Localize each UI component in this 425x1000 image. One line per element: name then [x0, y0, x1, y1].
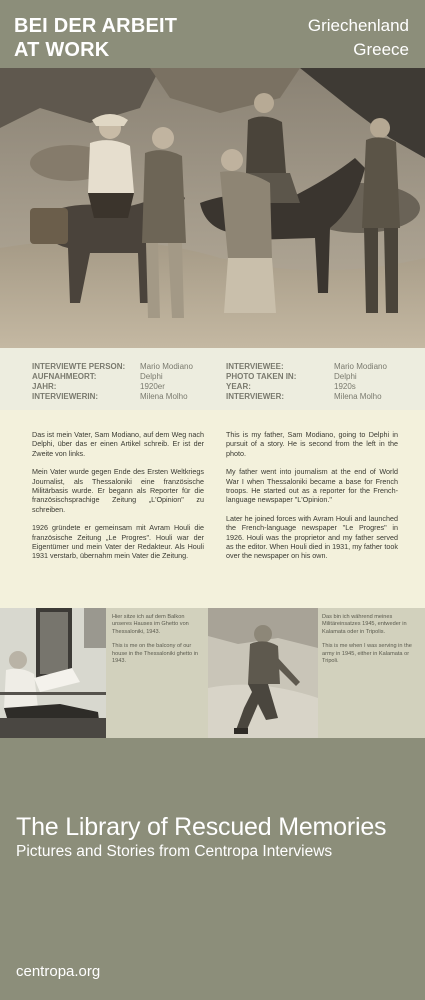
photo-strip [0, 608, 425, 738]
meta-row [32, 382, 212, 392]
meta-key: YEAR: [226, 382, 251, 391]
meta-row [226, 382, 406, 392]
footer-band [0, 738, 425, 1000]
country-english: Greece [353, 40, 409, 59]
story-german [32, 430, 204, 570]
story-paragraph: Mein Vater wurde gegen Ende des Ersten Weltkriegs Journalist, als Thessaloniki eine französische Militärbasis wurde. Er begann als Reporter für die französischsprachige Zeitung „L'Opinion" zu schreiben. [32, 467, 204, 514]
meta-row [226, 372, 406, 382]
meta-key: JAHR: [32, 382, 57, 391]
meta-german [32, 362, 212, 402]
story-paragraph: Das ist mein Vater, Sam Modiano, auf dem Weg nach Delphi, über das er einen Artikel schreib. Er ist der Zweite von links. [32, 430, 204, 458]
story-paragraph: My father went into journalism at the end of World War I when Thessaloniki became a base for French troops. He started out as a reporter for the French-language newspaper "L'Opinion." [226, 467, 398, 505]
balcony-photo-image [0, 608, 106, 738]
caption-german: Das bin ich während meines Militäreinsatzes 1945, entweder in Kalamata oder in Tripolis. [322, 614, 407, 635]
meta-key: AUFNAHMEORT: [32, 372, 97, 381]
meta-value: Milena Molho [334, 392, 382, 401]
story-section [0, 410, 425, 608]
meta-english [226, 362, 406, 402]
balcony-caption [112, 614, 204, 672]
meta-value: Delphi [334, 372, 357, 381]
story-english [226, 430, 398, 570]
army-photo [208, 608, 318, 738]
country-german: Griechenland [307, 16, 409, 35]
army-photo-image [208, 608, 318, 738]
meta-key: PHOTO TAKEN IN: [226, 372, 297, 381]
story-paragraph: This is my father, Sam Modiano, going to Delphi in pursuit of a story. He is second from the left in the photo. [226, 430, 398, 458]
meta-key: INTERVIEWEE: [226, 362, 284, 371]
main-photo [0, 68, 425, 348]
header-band [0, 0, 425, 68]
series-title: The Library of Rescued Memories [16, 813, 387, 841]
meta-key: INTERVIEWERIN: [32, 392, 99, 401]
meta-row [32, 392, 212, 402]
story-paragraph: Later he joined forces with Avram Houli and launched the French-language newspaper "Le Progres" in 1926. Houli was the proprietor and my father served as the editor. When Houli died in 1931, my father took over the newspaper on his own. [226, 513, 398, 561]
interview-meta [0, 348, 425, 410]
country-block [308, 14, 409, 62]
title-german: BEI DER ARBEIT [14, 15, 178, 37]
website-link[interactable]: centropa.org [16, 963, 101, 980]
series-subtitle: Pictures and Stories from Centropa Interviews [16, 843, 333, 860]
meta-value: 1920er [140, 382, 165, 391]
meta-value: Mario Modiano [334, 362, 387, 371]
meta-row [226, 362, 406, 372]
meta-value: 1920s [334, 382, 356, 391]
meta-value: Delphi [140, 372, 163, 381]
meta-value: Milena Molho [140, 392, 188, 401]
title-english: AT WORK [14, 39, 110, 61]
meta-row [32, 372, 212, 382]
meta-key: INTERVIEWER: [226, 392, 285, 401]
meta-row [32, 362, 212, 372]
title-block [14, 14, 177, 62]
caption-english: This is me when I was serving in the army in 1945, either in Kalamata or Tripoli. [322, 643, 412, 665]
caption-english: This is me on the balcony of our house in the Thessaloniki ghetto in 1943. [112, 643, 199, 665]
caption-german: Hier sitze ich auf dem Balkon unseres Hauses im Ghetto von Thessaloniki, 1943. [112, 614, 189, 635]
balcony-photo [0, 608, 106, 738]
meta-key: INTERVIEWTE PERSON: [32, 362, 126, 371]
story-paragraph: 1926 gründete er gemeinsam mit Avram Houli die französische Zeitung „Le Progres". Houli war der Eigentümer und mein Vater der Redakteur. Als Houli 1931 verstarb, übernahm mein Vater die Zeitung. [32, 523, 204, 561]
main-photo-image [0, 68, 425, 348]
meta-row [226, 392, 406, 402]
army-caption [322, 614, 418, 672]
meta-value: Mario Modiano [140, 362, 193, 371]
